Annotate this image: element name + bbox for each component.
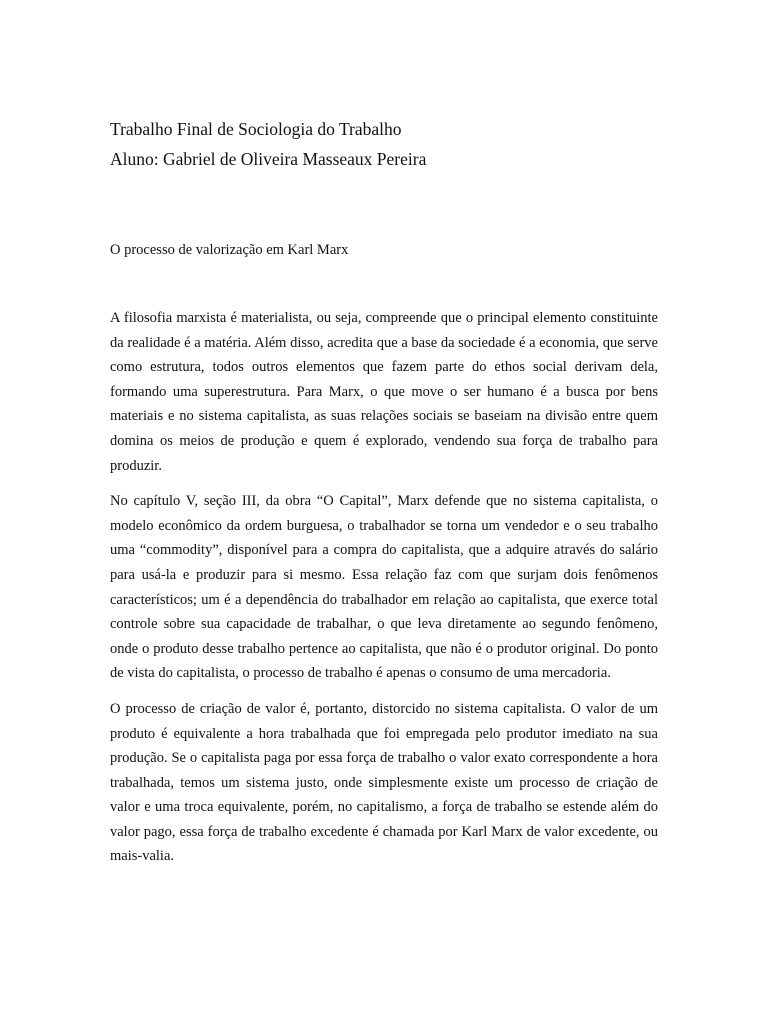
paragraph-2: No capítulo V, seção III, da obra “O Capital”, Marx defende que no sistema capitalista, o modelo econômico da ordem burguesa, o trabalhador se torna um vendedor e o seu trabalho uma “commodity”, disponível para a compra do capitalista, que a adquire através do salário para usá-la e produzir para si mesmo. Essa relação faz com que surjam dois fenômenos característicos; um é a dependência do trabalhador em relação ao capitalista, que exerce total controle sobre sua capacidade de trabalhar, o que leva diretamente ao segundo fenômeno, onde o produto desse trabalho pertence ao capitalista, que não é o produtor original. Do ponto de vista do capitalista, o processo de trabalho é apenas o consumo de uma mercadoria. bbox=[110, 493, 658, 682]
paragraph-1: A filosofia marxista é materialista, ou seja, compreende que o principal elemento constituinte da realidade é a matéria. Além disso, acredita que a base da sociedade é a economia, que serve como estrutura, todos outros elementos que fazem parte do ethos social derivam dela, formando uma superestrutura. Para Marx, o que move o ser humano é a busca por bens materiais e no sistema capitalista, as suas relações sociais se baseiam na divisão entre quem domina os meios de produção e quem é explorado, vendendo sua força de trabalho para produzir. bbox=[110, 310, 658, 474]
author-line: Aluno: Gabriel de Oliveira Masseaux Pereira bbox=[110, 149, 427, 169]
section-title: O processo de valorização em Karl Marx bbox=[110, 242, 349, 258]
body-text bbox=[110, 306, 658, 880]
document-title: Trabalho Final de Sociologia do Trabalho bbox=[110, 119, 402, 139]
paragraph-3: O processo de criação de valor é, portanto, distorcido no sistema capitalista. O valor de um produto é equivalente a hora trabalhada que foi empregada pelo produtor imediato na sua produção. Se o capitalista paga por essa força de trabalho o valor exato correspondente a hora trabalhada, temos um sistema justo, onde simplesmente existe um processo de criação de valor e uma troca equivalente, porém, no capitalismo, a força de trabalho se estende além do valor pago, essa força de trabalho excedente é chamada por Karl Marx de valor excedente, ou mais-valia. bbox=[110, 700, 658, 865]
